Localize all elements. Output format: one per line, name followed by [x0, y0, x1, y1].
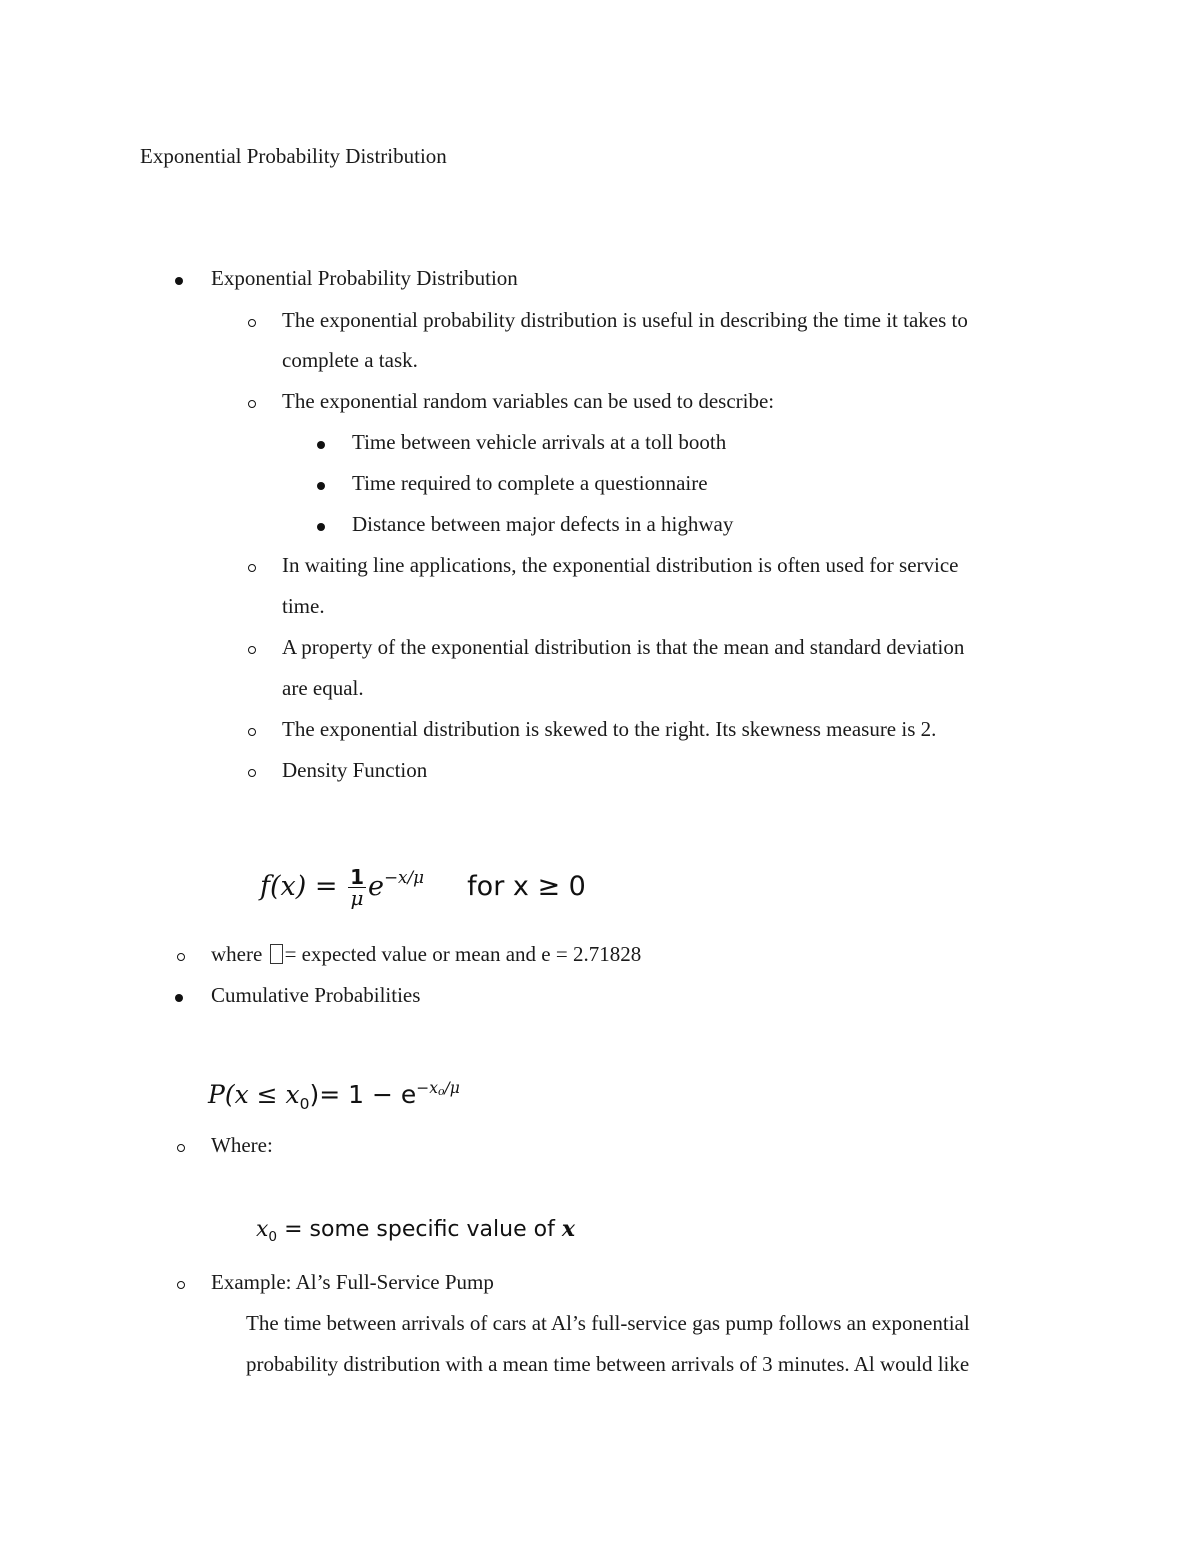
formula-base: e	[368, 871, 384, 902]
where-mu-prefix: where	[211, 942, 263, 966]
cumulative-label: Cumulative Probabilities	[211, 983, 421, 1007]
cumulative-exponent-tail: /μ	[444, 1079, 460, 1097]
example-line-2: probability distribution with a mean time between arrivals of 3 minutes. Al would like	[246, 1352, 970, 1376]
section-heading: Exponential Probability Distribution	[211, 266, 518, 290]
uses-lead: The exponential random variables can be used to describe:	[282, 389, 775, 413]
property-line-1: A property of the exponential distribution is that the mean and standard deviation	[282, 635, 965, 659]
fraction-denominator: μ	[350, 886, 364, 910]
x0-var: x	[256, 1217, 269, 1242]
formula-fraction	[348, 867, 366, 908]
x0-text: = some specific value of	[284, 1217, 555, 1242]
bullet-disc	[317, 510, 325, 538]
bullet-circle	[248, 551, 256, 579]
bullet-circle	[248, 306, 256, 334]
document-title: Exponential Probability Distribution	[140, 144, 447, 168]
intro-line-1: The exponential probability distribution is useful in describing the time it takes to	[282, 308, 968, 332]
bullet-disc	[317, 428, 325, 456]
cumulative-exponent: −x	[416, 1079, 439, 1097]
cumulative-lhs-sub: 0	[299, 1095, 310, 1113]
use-item: Time required to complete a questionnaire	[352, 471, 708, 495]
bullet-circle	[248, 715, 256, 743]
bullet-circle	[177, 1268, 185, 1296]
bullet-disc	[317, 469, 325, 497]
x0-definition	[256, 1211, 575, 1255]
cumulative-exponent-sub: o	[438, 1085, 445, 1098]
bullet-disc	[175, 981, 183, 1009]
waiting-line-1: In waiting line applications, the exponential distribution is often used for service	[282, 553, 959, 577]
bullet-circle	[248, 387, 256, 415]
example-line-1: The time between arrivals of cars at Al’s full-service gas pump follows an exponential	[246, 1311, 970, 1335]
skewness-text: The exponential distribution is skewed to the right. Its skewness measure is 2.	[282, 717, 937, 741]
bullet-disc	[175, 264, 183, 292]
where-label: Where:	[211, 1133, 273, 1157]
waiting-line-2: time.	[282, 594, 325, 618]
where-mu-line	[211, 940, 641, 968]
property-line-2: are equal.	[282, 676, 364, 700]
cumulative-lhs: P(x ≤ x	[208, 1080, 300, 1109]
example-label: Example: Al’s Full-Service Pump	[211, 1270, 494, 1294]
x0-sub: 0	[268, 1229, 278, 1245]
bullet-circle	[248, 633, 256, 661]
bullet-circle	[177, 940, 185, 968]
density-label: Density Function	[282, 758, 428, 782]
cumulative-rhs: )= 1 − e	[309, 1080, 417, 1109]
use-item: Distance between major defects in a highway	[352, 512, 734, 536]
formula-lhs: f(x) =	[260, 871, 338, 902]
missing-glyph-icon	[270, 944, 283, 964]
cumulative-formula	[208, 1068, 460, 1124]
where-mu-suffix: = expected value or mean and e = 2.71828	[284, 942, 642, 966]
density-formula	[260, 852, 586, 912]
bullet-circle	[248, 756, 256, 784]
intro-line-2: complete a task.	[282, 348, 418, 372]
use-item: Time between vehicle arrivals at a toll booth	[352, 430, 727, 454]
formula-exponent: −x/μ	[384, 867, 424, 887]
fraction-numerator: 1	[350, 865, 365, 889]
bullet-circle	[177, 1131, 185, 1159]
x0-tail-var: x	[561, 1216, 575, 1242]
formula-condition: for x ≥ 0	[467, 871, 586, 902]
